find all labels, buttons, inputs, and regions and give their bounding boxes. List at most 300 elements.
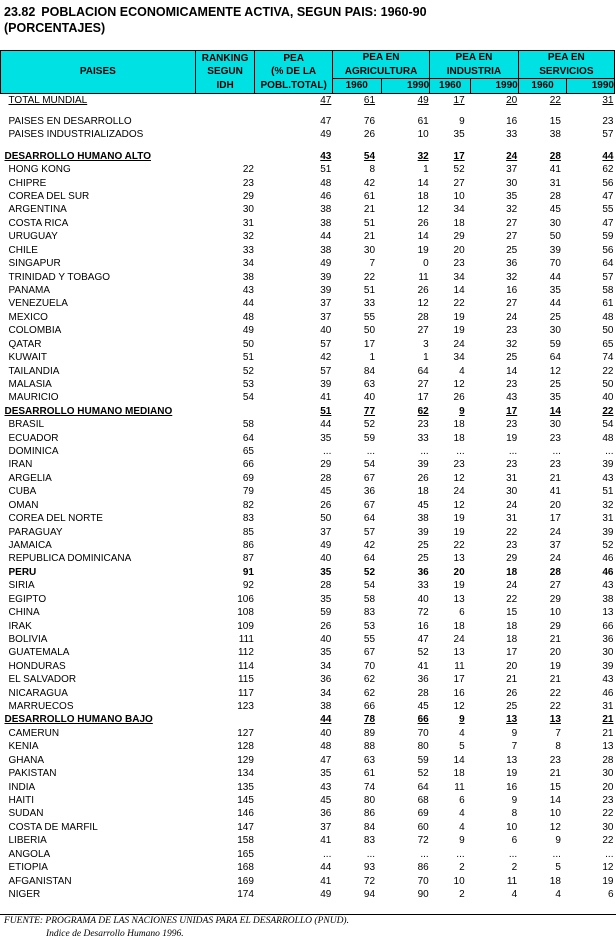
cell-a90: 27 [417,378,429,390]
country-name: HONDURAS [8,660,66,672]
cell-i60: 13 [453,647,465,659]
cell-pea: 50 [320,513,332,525]
cell-pea: 41 [320,392,332,404]
cell-a90: 18 [417,486,429,498]
cell-a60: 67 [363,647,376,659]
cell-pea: 38 [320,204,332,216]
cell-rank: 23 [242,177,254,189]
cell-s60: 25 [549,378,561,390]
cell-s60: 35 [549,392,561,404]
cell-a60: 61 [363,768,376,780]
cell-s90: 65 [602,338,614,350]
cell-s90: 39 [602,660,614,672]
cell-a60: 54 [363,580,376,592]
cell-s60: 31 [549,177,561,189]
cell-a90: 70 [417,727,429,739]
country-name: DESARROLLO HUMANO MEDIANO [4,405,173,417]
header-ranking: RANKING SEGUN IDH [195,51,255,94]
cell-i90: 25 [506,244,518,256]
table-row [1,163,615,176]
cell-s90: 31 [602,513,614,525]
cell-i60: 10 [453,875,465,887]
cell-pea: 26 [320,499,332,511]
cell-i90: 13 [506,714,518,726]
cell-s90: 46 [602,553,614,565]
cell-i90: 23 [506,378,518,390]
country-name: CHINA [8,607,40,619]
cell-s60: 41 [549,486,561,498]
cell-a90: 12 [417,298,429,310]
cell-i60: 9 [459,115,465,127]
cell-a90: 59 [417,754,429,766]
cell-pea: 48 [320,741,332,753]
cell-i60: 19 [453,311,465,323]
table-row [1,284,615,297]
cell-i90: 24 [506,499,518,511]
cell-i90: 13 [506,754,518,766]
table-row [1,673,615,686]
cell-i90: 31 [506,513,518,525]
cell-pea: 42 [320,352,332,364]
pea-table [0,50,615,901]
cell-s60: 35 [549,284,561,296]
table-row [1,552,615,565]
cell-i90: 23 [506,325,518,337]
cell-s60: 10 [549,808,561,820]
cell-s90: ... [605,848,614,860]
cell-i60: 29 [453,231,465,243]
country-name: INDIA [8,781,36,793]
cell-s90: 54 [602,419,614,431]
cell-i60: 27 [453,177,465,189]
cell-i60: 22 [453,298,465,310]
cell-s60: ... [552,848,561,860]
cell-s90: 40 [602,392,614,404]
country-name: PANAMA [8,284,50,296]
cell-s60: 29 [549,620,561,632]
cell-s90: 47 [602,191,614,203]
cell-i90: 24 [506,580,518,592]
cell-s90: 50 [602,378,614,390]
cell-s90: 22 [602,808,614,820]
cell-i90: 27 [506,231,518,243]
cell-i60: 23 [453,459,465,471]
cell-a60: 83 [363,607,376,619]
cell-i90: 23 [506,459,518,471]
cell-pea: 35 [320,768,332,780]
cell-pea: 38 [320,217,332,229]
cell-a90: 14 [417,231,429,243]
cell-rank: 38 [242,271,254,283]
cell-a90: 61 [417,115,429,127]
cell-i90: 19 [506,432,518,444]
table-row [1,203,615,216]
cell-i60: 9 [459,835,465,847]
cell-a60: 66 [363,701,376,713]
table-row [1,445,615,458]
table-row [1,646,615,659]
cell-a60: 88 [363,741,376,753]
country-name: EL SALVADOR [8,674,77,686]
cell-a60: 1 [369,352,376,364]
cell-a60: 21 [363,231,376,243]
cell-i60: 18 [453,217,465,229]
cell-i90: 16 [506,115,518,127]
cell-i60: 2 [459,862,465,874]
cell-s90: 12 [602,862,614,874]
cell-a60: 61 [363,94,376,106]
cell-a90: 25 [417,540,429,551]
source-publication: Indice de Desarrollo Humano 1996. [46,929,184,939]
cell-i60: 24 [453,338,465,350]
cell-a60: 84 [363,821,376,833]
cell-s90: 20 [602,781,614,793]
country-name: HONG KONG [8,164,71,176]
table-row [1,660,615,673]
cell-i60: 13 [453,553,465,565]
table-row [1,633,615,646]
cell-a60: 70 [363,660,376,672]
cell-s90: 52 [602,540,614,551]
cell-rank: 146 [237,808,254,820]
cell-i90: 30 [506,486,518,498]
country-name: COLOMBIA [8,325,62,337]
table-row [1,472,615,485]
cell-a60: 89 [363,727,376,739]
cell-a60: 33 [363,298,376,310]
cell-s60: 44 [549,298,561,310]
cell-pea: 44 [320,231,332,243]
cell-rank: 127 [237,727,254,739]
cell-s90: 74 [602,352,614,364]
cell-i90: 24 [506,311,518,323]
source-note: FUENTE: PROGRAMA DE LAS NACIONES UNIDAS PARA EL DESARROLLO (PNUD). [4,916,349,926]
cell-a60: 21 [363,204,376,216]
cell-rank: 83 [242,513,254,525]
cell-i60: 19 [453,526,465,538]
aggregate-row [1,128,615,141]
cell-rank: 108 [237,607,254,619]
table-row [1,378,615,391]
cell-a90: 45 [417,701,429,713]
cell-i90: 11 [506,875,518,887]
cell-rank: 65 [242,446,254,458]
table-row [1,391,615,404]
cell-a60: 64 [363,553,376,565]
cell-pea: 48 [320,177,332,189]
cell-pea: 45 [320,486,332,498]
country-name: CUBA [8,486,37,498]
cell-s60: 21 [549,472,561,484]
cell-i90: 36 [506,258,518,270]
cell-s60: 37 [549,540,561,551]
cell-a60: 55 [363,311,376,323]
section-row [1,713,615,726]
cell-s90: 58 [602,284,614,296]
cell-i90: 35 [506,191,518,203]
cell-s60: 45 [549,204,561,216]
cell-a60: 67 [363,472,376,484]
cell-i90: 22 [506,526,518,538]
country-name: ARGENTINA [8,204,67,216]
country-name: IRAK [8,620,32,632]
cell-i90: ... [508,848,518,860]
cell-s90: 36 [602,633,614,645]
cell-rank: 52 [242,365,254,377]
cell-a60: 8 [369,164,376,176]
cell-s60: 19 [549,660,561,672]
cell-rank: 29 [242,191,254,203]
cell-s90: 22 [602,405,614,417]
cell-s60: 10 [549,607,561,619]
cell-i60: 14 [453,284,465,296]
cell-s60: 50 [549,231,561,243]
country-name: ARGELIA [8,472,52,484]
table-row [1,297,615,310]
cell-pea: 38 [320,244,332,256]
cell-i60: 34 [453,352,465,364]
cell-a60: 57 [363,526,376,538]
cell-i60: 2 [459,888,465,900]
cell-rank: 49 [242,325,254,337]
cell-s60: 41 [549,164,561,176]
country-name: MAURICIO [8,392,59,404]
cell-i90: 16 [506,781,518,793]
cell-pea: 44 [320,714,332,726]
cell-i60: 9 [459,405,465,417]
cell-s90: 21 [602,714,614,726]
cell-rank: 145 [237,795,254,807]
cell-pea: 35 [320,593,332,605]
cell-i90: 20 [506,660,518,672]
cell-rank: 66 [242,459,254,471]
cell-s90: 46 [602,687,614,699]
cell-a60: 94 [363,888,376,900]
cell-a60: 72 [363,875,376,887]
country-name: LIBERIA [8,835,47,847]
cell-pea: 39 [320,378,332,390]
cell-a90: 1 [423,164,429,176]
country-name: MEXICO [8,311,48,323]
cell-i60: 19 [453,513,465,525]
country-name: PERU [8,566,37,578]
cell-a90: 0 [423,258,429,270]
cell-i90: 22 [506,593,518,605]
cell-a90: 64 [417,365,429,377]
cell-rank: 135 [237,781,254,793]
cell-a60: 59 [363,432,376,444]
cell-rank: 51 [242,352,254,364]
country-name: REPUBLICA DOMINICANA [8,553,132,565]
table-row [1,620,615,633]
cell-a90: 68 [417,795,429,807]
cell-pea: 34 [320,660,332,672]
cell-i60: 22 [453,540,465,551]
cell-a60: 67 [363,499,376,511]
cell-s90: 30 [602,647,614,659]
cell-pea: 38 [320,701,332,713]
cell-a90: 49 [417,94,429,106]
cell-a60: 50 [363,325,376,337]
cell-s60: 59 [549,338,561,350]
table-row [1,834,615,847]
cell-i90: 32 [506,338,518,350]
cell-i60: 19 [453,325,465,337]
cell-i90: 19 [506,768,518,780]
table-row [1,365,615,378]
cell-a90: 26 [417,472,429,484]
cell-a60: 93 [363,862,376,874]
table-row [1,875,615,888]
cell-i90: 24 [506,150,518,162]
cell-s60: 30 [549,419,561,431]
cell-i90: 16 [506,284,518,296]
cell-i90: 27 [506,298,518,310]
cell-a60: 63 [363,378,376,390]
cell-s60: 24 [549,526,561,538]
table-row [1,727,615,740]
cell-s90: 23 [602,115,614,127]
cell-a90: ... [420,848,429,860]
cell-i60: 26 [453,392,465,404]
cell-i60: 24 [453,633,465,645]
table-row [1,512,615,525]
cell-pea: 49 [320,540,332,551]
cell-i60: 12 [453,472,465,484]
cell-rank [195,405,255,418]
cell-i60: 20 [453,566,465,578]
table-row [1,244,615,257]
cell-i60: 6 [459,795,465,807]
header-pea: PEA (% DE LA POBL.TOTAL) [255,51,332,94]
cell-pea: 51 [320,164,332,176]
cell-i60: 17 [453,150,465,162]
cell-a90: 80 [417,741,429,753]
table-row [1,740,615,753]
cell-rank [195,93,255,107]
cell-i60: ... [456,848,465,860]
cell-s60: 70 [549,258,561,270]
cell-rank: 158 [237,835,254,847]
cell-i60: 4 [459,808,465,820]
cell-s60: 30 [549,217,561,229]
cell-pea: 49 [320,888,332,900]
cell-rank: 31 [242,217,254,229]
cell-i60: 12 [453,378,465,390]
cell-i90: 7 [511,741,518,753]
cell-i90: 23 [506,419,518,431]
cell-s60: 24 [549,553,561,565]
cell-rank: 54 [242,392,254,404]
cell-rank: 58 [242,419,254,431]
table-row [1,499,615,512]
cell-i60: 10 [453,191,465,203]
cell-pea: 44 [320,862,332,874]
cell-rank: 32 [242,231,254,243]
cell-rank: 111 [238,633,254,645]
cell-a60: 86 [363,808,376,820]
country-name: DESARROLLO HUMANO ALTO [4,150,151,162]
cell-i90: 9 [511,727,518,739]
header-paises: PAISES [1,51,196,94]
cell-a90: 18 [417,191,429,203]
country-name: CAMERUN [8,727,60,739]
cell-s90: 57 [602,129,614,141]
cell-i60: 35 [453,129,465,141]
cell-s60: 20 [549,499,561,511]
cell-s60: 20 [549,647,561,659]
table-row [1,861,615,874]
cell-rank [195,128,255,141]
country-name: SINGAPUR [8,258,61,270]
cell-rank: 30 [242,204,254,216]
cell-i60: 4 [459,727,465,739]
cell-i60: 4 [459,365,465,377]
cell-s60: 21 [549,633,561,645]
cell-s60: 22 [549,687,561,699]
country-name: GHANA [8,754,45,766]
cell-s90: 30 [602,821,614,833]
cell-a60: 54 [363,150,376,162]
cell-rank: 169 [237,875,254,887]
cell-s60: 13 [549,714,561,726]
cell-s90: 50 [602,325,614,337]
cell-a90: 36 [417,566,429,578]
cell-s90: 19 [602,875,614,887]
title-line-2: (PORCENTAJES) [4,21,106,35]
cell-i60: 12 [453,499,465,511]
cell-a60: ... [366,446,376,458]
cell-a90: ... [420,446,429,458]
cell-s90: 31 [602,94,614,106]
cell-s60: 28 [549,191,561,203]
country-name: KENIA [8,741,39,753]
cell-a90: 12 [417,204,429,216]
cell-s60: 44 [549,271,561,283]
cell-i90: 10 [506,821,518,833]
cell-i60: 23 [453,258,465,270]
cell-a60: 7 [369,258,376,270]
cell-s60: 4 [555,888,561,900]
country-name: PARAGUAY [8,526,63,538]
cell-i90: 18 [506,633,518,645]
table-row [1,485,615,498]
table-row [1,257,615,270]
cell-rank: 22 [242,164,254,176]
cell-i90: 25 [506,701,518,713]
cell-s60: 29 [549,593,561,605]
cell-rank [195,150,255,163]
table-row [1,807,615,820]
cell-a60: 55 [363,633,376,645]
cell-s90: 28 [602,754,614,766]
cell-pea: 47 [320,115,332,127]
cell-s60: 25 [549,311,561,323]
cell-i60: 19 [453,580,465,592]
cell-rank: 134 [237,768,254,780]
country-name: URUGUAY [8,231,58,243]
cell-i60: 18 [453,620,465,632]
cell-s90: 66 [602,620,614,632]
cell-rank: 53 [242,378,254,390]
cell-rank: 128 [237,741,254,753]
country-name: PAKISTAN [8,768,57,780]
page-title [4,4,427,36]
cell-s60: 22 [549,701,561,713]
table-row [1,230,615,243]
cell-rank: 165 [237,848,254,860]
cell-a90: 72 [417,607,429,619]
